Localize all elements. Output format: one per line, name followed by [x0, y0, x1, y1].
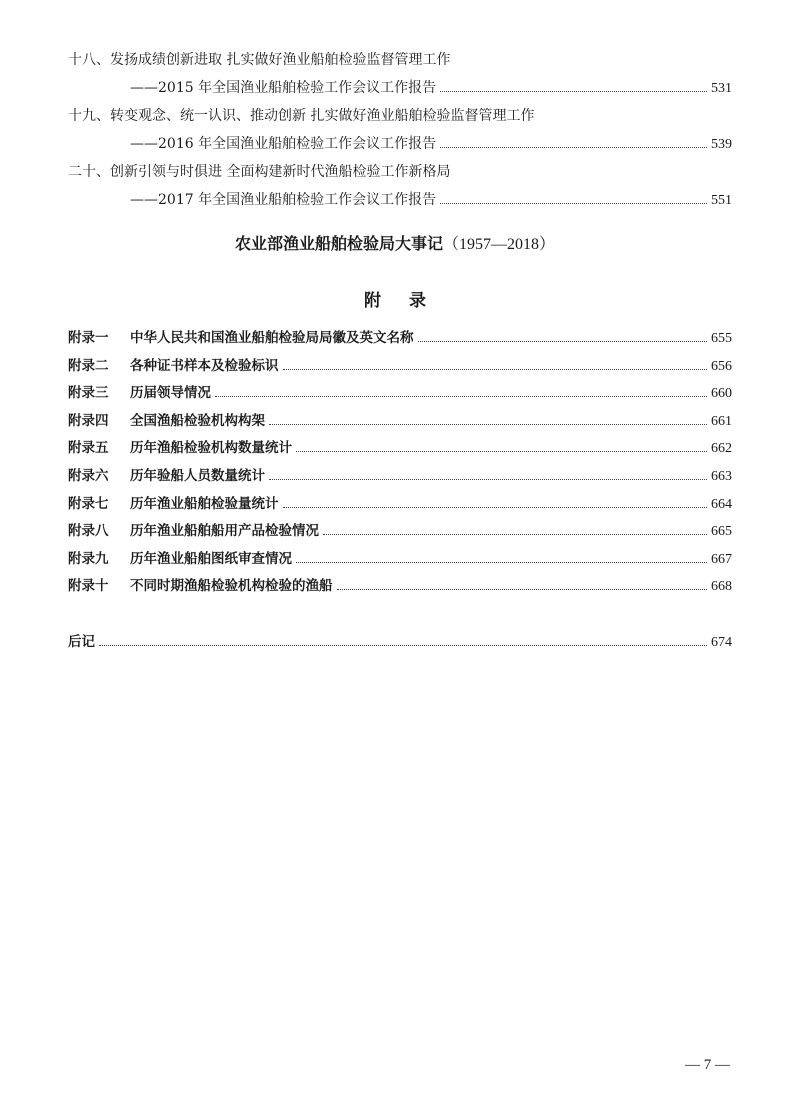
page-number: 539	[711, 137, 732, 152]
toc-entry-subtitle-row	[130, 78, 732, 98]
toc-entry-title: 十八、发扬成绩创新进取 扎实做好渔业船舶检验监督管理工作	[68, 52, 451, 68]
appendix-title: 不同时期渔船检验机构检验的渔船	[130, 578, 333, 594]
page-number: 665	[711, 524, 732, 539]
toc-entry-subtitle: ——2016 年全国渔业船舶检验工作会议工作报告	[130, 136, 437, 152]
page-number: 668	[711, 579, 732, 594]
appendix-label: 附录十	[68, 578, 109, 594]
appendix-row	[68, 466, 732, 486]
dot-leader	[269, 411, 707, 425]
footer-page-number: — 7 —	[685, 1057, 730, 1073]
dot-leader	[337, 576, 708, 590]
chronicle-years: （1957—2018）	[443, 236, 556, 253]
page-number: 674	[711, 635, 732, 650]
dot-leader	[418, 328, 708, 342]
page-number: 656	[711, 359, 732, 374]
dot-leader	[99, 632, 707, 646]
appendix-row	[68, 411, 732, 431]
appendix-label: 附录四	[68, 413, 109, 429]
dot-leader	[215, 383, 707, 397]
toc-entry-subtitle: ——2017 年全国渔业船舶检验工作会议工作报告	[130, 192, 437, 208]
dot-leader	[440, 78, 707, 92]
appendix-label: 附录七	[68, 496, 109, 512]
dot-leader	[296, 549, 707, 563]
appendix-row	[68, 356, 732, 376]
chronicle-title: 农业部渔业船舶检验局大事记	[234, 234, 443, 253]
appendix-label: 附录六	[68, 468, 109, 484]
toc-entry-title: 十九、转变观念、统一认识、推动创新 扎实做好渔业船舶检验监督管理工作	[68, 108, 535, 124]
appendix-label: 附录二	[68, 358, 109, 374]
page-number: 662	[711, 441, 732, 456]
appendix-title: 全国渔船检验机构构架	[130, 413, 265, 429]
appendix-label: 附录三	[68, 385, 109, 401]
postscript-row	[68, 632, 732, 652]
dot-leader	[323, 521, 707, 535]
appendix-row	[68, 383, 732, 403]
toc-entry-subtitle-row	[130, 190, 732, 210]
toc-entry-subtitle-row	[130, 134, 732, 154]
dot-leader	[283, 356, 708, 370]
appendix-label: 附录八	[68, 523, 109, 539]
page-number: 551	[711, 193, 732, 208]
appendix-row	[68, 549, 732, 569]
appendix-row	[68, 576, 732, 596]
page-number: 667	[711, 552, 732, 567]
appendix-label: 附录九	[68, 551, 109, 567]
dot-leader	[440, 134, 707, 148]
page-number: 660	[711, 386, 732, 401]
toc-entry-subtitle: ——2015 年全国渔业船舶检验工作会议工作报告	[130, 80, 437, 96]
dot-leader	[269, 466, 707, 480]
appendix-title: 历年渔业船舶船用产品检验情况	[130, 523, 319, 539]
page-number: 664	[711, 497, 732, 512]
dot-leader	[296, 438, 707, 452]
appendix-row	[68, 521, 732, 541]
dot-leader	[440, 190, 707, 204]
appendix-label: 附录一	[68, 330, 109, 346]
appendix-title: 历年渔业船舶检验量统计	[130, 496, 279, 512]
appendix-heading: 附录	[364, 291, 454, 311]
appendix-row	[68, 494, 732, 514]
appendix-title: 中华人民共和国渔业船舶检验局局徽及英文名称	[130, 330, 414, 346]
toc-entry-title: 二十、创新引领与时俱进 全面构建新时代渔船检验工作新格局	[68, 164, 451, 180]
postscript-label: 后记	[68, 634, 95, 650]
dot-leader	[283, 494, 708, 508]
appendix-label: 附录五	[68, 440, 109, 456]
appendix-title: 历年渔业船舶图纸审查情况	[130, 551, 292, 567]
appendix-row	[68, 328, 732, 348]
appendix-title: 历届领导情况	[130, 385, 211, 401]
appendix-title: 各种证书样本及检验标识	[130, 358, 279, 374]
chronicle-heading	[0, 232, 790, 256]
page-number: 655	[711, 331, 732, 346]
page-number: 663	[711, 469, 732, 484]
page-number: 531	[711, 81, 732, 96]
appendix-title: 历年渔船检验机构数量统计	[130, 440, 292, 456]
appendix-title: 历年验船人员数量统计	[130, 468, 265, 484]
appendix-row	[68, 438, 732, 458]
page-number: 661	[711, 414, 732, 429]
